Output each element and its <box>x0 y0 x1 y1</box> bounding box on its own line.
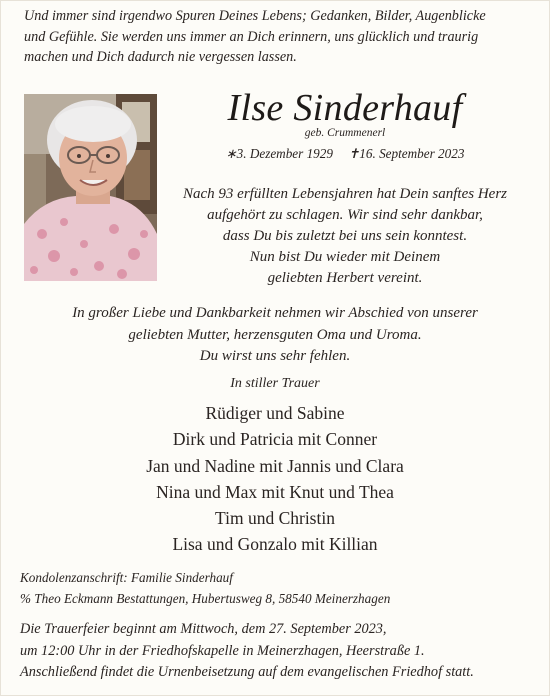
family-member: Dirk und Patricia mit Conner <box>172 429 378 450</box>
memorial-text <box>160 184 530 289</box>
funeral-info <box>20 619 540 684</box>
deceased-name: Ilse Sinderhauf <box>227 87 463 129</box>
farewell-line: Du wirst uns sehr fehlen. <box>199 348 351 364</box>
poem-line: Und immer sind irgendwo Spuren Deines Lebens; Gedanken, Bilder, Augenblicke <box>24 8 486 24</box>
memorial-line: Nun bist Du wieder mit Deinem <box>249 249 441 265</box>
farewell-line: In großer Liebe und Dankbarkeit nehmen wir Abschied von unserer <box>72 305 478 321</box>
family-member: Rüdiger und Sabine <box>205 403 345 423</box>
memorial-line: aufgehört zu schlagen. Wir sind sehr dankbar, <box>207 207 483 223</box>
farewell-line: geliebten Mutter, herzensguten Oma und Uroma. <box>128 326 422 343</box>
death-date: ✝16. September 2023 <box>348 146 465 161</box>
memorial-line: Nach 93 erfüllten Lebensjahren hat Dein sanftes Herz <box>183 186 507 202</box>
mourning-label: In stiller Trauer <box>230 376 320 391</box>
birth-name: geb. Crummenerl <box>304 127 386 139</box>
memorial-line: dass Du bis zuletzt bei uns sein konntest. <box>222 228 468 244</box>
funeral-line: Anschließend findet die Urnenbeisetzung auf dem evangelischen Friedhof statt. <box>20 664 474 680</box>
memorial-line: geliebten Herbert vereint. <box>267 270 423 286</box>
portrait-photo <box>24 94 157 281</box>
family-member: Lisa und Gonzalo mit Killian <box>172 534 378 555</box>
condolence-line: % Theo Eckmann Bestattungen, Hubertusweg 8, 58540 Meinerzhagen <box>20 591 391 606</box>
life-dates <box>160 146 530 162</box>
condolence-address <box>20 567 535 609</box>
opening-poem <box>24 6 529 68</box>
family-member: Jan und Nadine mit Jannis und Clara <box>146 455 404 476</box>
poem-line: und Gefühle. Sie werden uns immer an Dich erinnern, uns glücklich und traurig <box>24 28 479 45</box>
funeral-line: um 12:00 Uhr in der Friedhofskapelle in Meinerzhagen, Heerstraße 1. <box>20 642 425 659</box>
condolence-line: Kondolenzanschrift: Familie Sinderhauf <box>20 570 233 585</box>
funeral-line: Die Trauerfeier beginnt am Mittwoch, dem 27. September 2023, <box>20 621 387 637</box>
poem-line: machen und Dich dadurch nie vergessen lassen. <box>24 49 297 65</box>
farewell-text <box>18 303 532 368</box>
birth-date: ∗3. Dezember 1929 <box>225 146 333 161</box>
family-member: Nina und Max mit Knut und Thea <box>156 481 394 502</box>
family-member: Tim und Christin <box>215 508 335 529</box>
family-list <box>18 400 532 558</box>
